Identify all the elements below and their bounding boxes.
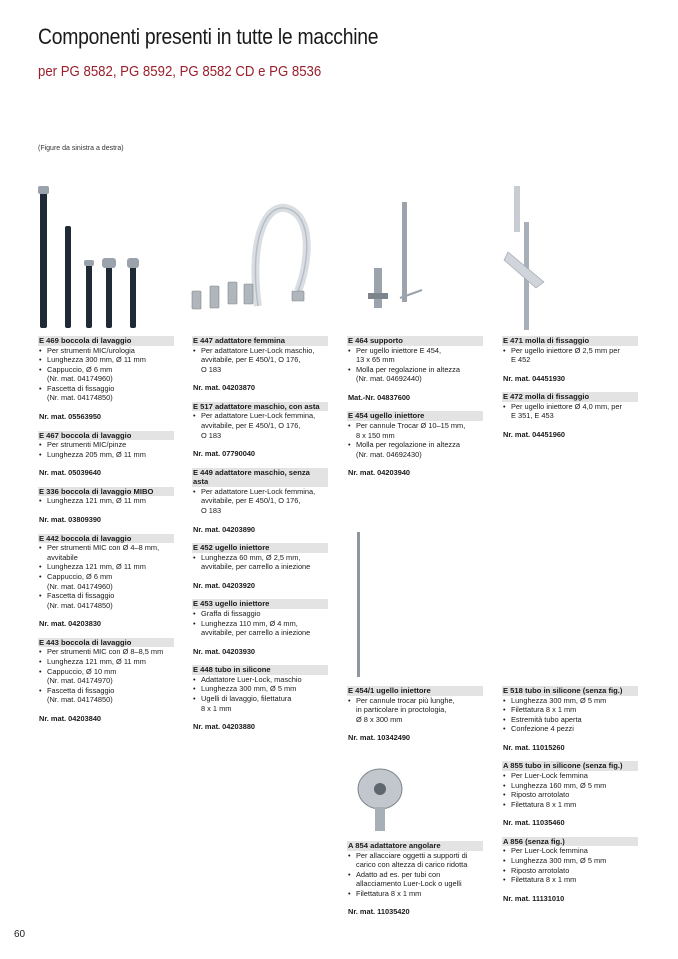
- feature-item: • Per cannule trocar più lunghe, in particolare in proctologia, Ø 8 x 300 mm: [347, 696, 483, 725]
- feature-item: • Lunghezza 300 mm, Ø 5 mm: [502, 696, 638, 706]
- product-entry: [38, 431, 174, 478]
- column-4-top: [502, 336, 638, 440]
- feature-item: • Fascetta di fissaggio (Nr. mat. 04174850): [38, 384, 174, 403]
- product-entry: [192, 468, 328, 534]
- material-number: Nr. mat. 11035420: [348, 907, 410, 917]
- feature-item: • Cappuccio, Ø 6 mm (Nr. mat. 04174960): [38, 365, 174, 384]
- product-entry: [347, 336, 483, 402]
- feature-item: • Per strumenti MIC con Ø 4–8 mm, avvitabile: [38, 543, 174, 562]
- material-number: Nr. mat. 04203870: [193, 383, 256, 393]
- feature-list: [192, 346, 328, 375]
- feature-list: [38, 346, 174, 404]
- product-title: A 855 tubo in silicone (senza fig.): [502, 761, 638, 771]
- feature-item: • Ugelli di lavaggio, filettatura 8 x 1 mm: [192, 694, 328, 713]
- feature-list: [502, 346, 638, 365]
- support-nozzle-illustration: [352, 198, 442, 318]
- column-3-middle: [347, 686, 483, 743]
- feature-item: • Per ugello iniettore Ø 2,5 mm per E 452: [502, 346, 638, 365]
- column-1: [38, 336, 174, 724]
- feature-list: [347, 421, 483, 459]
- feature-item: • Lunghezza 60 mm, Ø 2,5 mm, avvitabile, per carrello a iniezione: [192, 553, 328, 572]
- product-title: E 454/1 ugello iniettore: [347, 686, 483, 696]
- product-entry: [502, 392, 638, 439]
- feature-item: • Lunghezza 300 mm, Ø 11 mm: [38, 355, 174, 365]
- material-number: Nr. mat. 04203890: [193, 524, 256, 534]
- product-entry: [192, 336, 328, 393]
- feature-list: [192, 553, 328, 572]
- product-title: A 854 adattatore angolare: [347, 841, 483, 851]
- feature-list: [502, 402, 638, 421]
- feature-item: • Cappuccio, Ø 6 mm (Nr. mat. 04174960): [38, 572, 174, 591]
- material-number: Nr. mat. 04203880: [193, 722, 256, 732]
- product-title: E 454 ugello iniettore: [347, 411, 483, 421]
- feature-item: • Per adattatore Luer-Lock femmina, avvitabile, per E 450/1, O 176, O 183: [192, 487, 328, 516]
- feature-list: [38, 496, 174, 506]
- material-number: Nr. mat. 04203930: [193, 646, 256, 656]
- product-entry: [502, 761, 638, 827]
- column-4-bottom: [502, 686, 638, 903]
- product-title: E 336 boccola di lavaggio MIBO: [38, 487, 174, 497]
- material-number: Nr. mat. 11015260: [503, 742, 565, 752]
- product-entry: [38, 638, 174, 724]
- feature-item: • Lunghezza 110 mm, Ø 4 mm, avvitabile, per carrello a iniezione: [192, 619, 328, 638]
- feature-item: • Lunghezza 300 mm, Ø 5 mm: [192, 684, 328, 694]
- product-title: E 472 molla di fissaggio: [502, 392, 638, 402]
- adapters-tube-illustration: [188, 196, 328, 321]
- feature-item: • Molla per regolazione in altezza (Nr. mat. 04692430): [347, 440, 483, 459]
- angle-adapter-illustration: [350, 765, 410, 835]
- product-entry: [502, 686, 638, 752]
- feature-item: • Adattatore Luer-Lock, maschio: [192, 675, 328, 685]
- product-title: E 449 adattatore maschio, senza asta: [192, 468, 328, 487]
- column-3-top: [347, 336, 483, 478]
- product-entry: [38, 336, 174, 422]
- feature-item: • Riposto arrotolato: [502, 790, 638, 800]
- feature-item: • Per cannule Trocar Ø 10–15 mm, 8 x 150 mm: [347, 421, 483, 440]
- product-entry: [192, 543, 328, 590]
- product-entry: [502, 837, 638, 903]
- material-number: Nr. mat. 10342490: [348, 733, 411, 743]
- material-number: Nr. mat. 04203940: [348, 468, 411, 478]
- feature-item: • Per Luer-Lock femmina: [502, 771, 638, 781]
- feature-item: • Lunghezza 300 mm, Ø 5 mm: [502, 856, 638, 866]
- feature-item: • Per ugello iniettore Ø 4,0 mm, per E 351, E 453: [502, 402, 638, 421]
- feature-list: [38, 647, 174, 705]
- feature-list: [192, 487, 328, 516]
- product-entry: [347, 686, 483, 743]
- feature-item: • Filettatura 8 x 1 mm: [502, 705, 638, 715]
- product-entry: [347, 841, 483, 917]
- feature-item: • Per strumenti MIC con Ø 8–8,5 mm: [38, 647, 174, 657]
- product-title: E 464 supporto: [347, 336, 483, 346]
- feature-item: • Per adattatore Luer-Lock maschio, avvitabile, per E 450/1, O 176, O 183: [192, 346, 328, 375]
- material-number: Nr. mat. 11131010: [503, 893, 565, 903]
- material-number: Nr. mat. 04203840: [39, 713, 102, 723]
- feature-list: [502, 771, 638, 809]
- material-number: Nr. mat. 05039640: [39, 468, 102, 478]
- product-title: E 443 boccola di lavaggio: [38, 638, 174, 648]
- page-number: 60: [14, 929, 26, 940]
- product-entry: [192, 402, 328, 459]
- product-entry: [192, 665, 328, 731]
- feature-item: • Filettatura 8 x 1 mm: [502, 800, 638, 810]
- lavaggio-sleeves-illustration: [34, 182, 154, 332]
- feature-item: • Fascetta di fissaggio (Nr. mat. 04174850): [38, 591, 174, 610]
- figure-order-note: (Figure da sinistra a destra): [38, 145, 124, 152]
- feature-item: • Fascetta di fissaggio (Nr. mat. 04174850): [38, 686, 174, 705]
- product-title: E 442 boccola di lavaggio: [38, 534, 174, 544]
- product-entry: [38, 487, 174, 525]
- material-number: Nr. mat. 04203830: [39, 619, 102, 629]
- product-title: E 469 boccola di lavaggio: [38, 336, 174, 346]
- product-entry: [347, 411, 483, 477]
- feature-item: • Graffa di fissaggio: [192, 609, 328, 619]
- feature-list: [347, 851, 483, 899]
- product-title: E 471 molla di fissaggio: [502, 336, 638, 346]
- feature-item: • Lunghezza 121 mm, Ø 11 mm: [38, 562, 174, 572]
- product-title: E 517 adattatore maschio, con asta: [192, 402, 328, 412]
- page-subtitle: per PG 8582, PG 8592, PG 8582 CD e PG 8536: [38, 63, 322, 80]
- feature-list: [347, 346, 483, 384]
- feature-item: • Riposto arrotolato: [502, 866, 638, 876]
- feature-item: • Per strumenti MIC/pinze: [38, 440, 174, 450]
- feature-item: • Per adattatore Luer-Lock femmina, avvitabile, per E 450/1, O 176, O 183: [192, 411, 328, 440]
- column-3-bottom: [347, 841, 483, 917]
- product-title: E 452 ugello iniettore: [192, 543, 328, 553]
- feature-item: • Filettatura 8 x 1 mm: [347, 889, 483, 899]
- feature-item: • Lunghezza 205 mm, Ø 11 mm: [38, 450, 174, 460]
- material-number: Nr. mat. 07790040: [193, 449, 256, 459]
- feature-list: [192, 609, 328, 638]
- product-entry: [38, 534, 174, 629]
- feature-item: • Lunghezza 160 mm, Ø 5 mm: [502, 781, 638, 791]
- product-title: E 447 adattatore femmina: [192, 336, 328, 346]
- feature-item: • Per allacciare oggetti a supporti di carico con altezza di carico ridotta: [347, 851, 483, 870]
- feature-item: • Confezione 4 pezzi: [502, 724, 638, 734]
- feature-list: [192, 675, 328, 713]
- feature-item: • Estremità tubo aperta: [502, 715, 638, 725]
- feature-item: • Adatto ad es. per tubi con allacciamento Luer-Lock o ugelli: [347, 870, 483, 889]
- feature-item: • Lunghezza 121 mm, Ø 11 mm: [38, 496, 174, 506]
- material-number: Nr. mat. 04203920: [193, 580, 256, 590]
- column-2: [192, 336, 328, 732]
- product-title: E 518 tubo in silicone (senza fig.): [502, 686, 638, 696]
- feature-list: [192, 411, 328, 440]
- material-number: Nr. mat. 04451960: [503, 429, 566, 439]
- feature-item: • Cappuccio, Ø 10 mm (Nr. mat. 04174970): [38, 667, 174, 686]
- feature-item: • Per strumenti MIC/urologia: [38, 346, 174, 356]
- product-title: A 856 (senza fig.): [502, 837, 638, 847]
- product-title: E 467 boccola di lavaggio: [38, 431, 174, 441]
- material-number: Nr. mat. 05563950: [39, 412, 102, 422]
- clip-spring-illustration: [500, 182, 560, 332]
- feature-list: [347, 696, 483, 725]
- long-nozzle-illustration: [350, 530, 370, 680]
- material-number: Mat.-Nr. 04837600: [348, 392, 411, 402]
- product-entry: [192, 599, 328, 656]
- feature-list: [502, 846, 638, 884]
- feature-list: [38, 543, 174, 610]
- feature-item: • Filettatura 8 x 1 mm: [502, 875, 638, 885]
- material-number: Nr. mat. 03809390: [39, 515, 102, 525]
- material-number: Nr. mat. 11035460: [503, 818, 565, 828]
- product-entry: [502, 336, 638, 383]
- feature-item: • Per Luer-Lock femmina: [502, 846, 638, 856]
- feature-item: • Per ugello iniettore E 454, 13 x 65 mm: [347, 346, 483, 365]
- page-title: Componenti presenti in tutte le macchine: [38, 24, 379, 49]
- product-title: E 453 ugello iniettore: [192, 599, 328, 609]
- feature-item: • Molla per regolazione in altezza (Nr. mat. 04692440): [347, 365, 483, 384]
- feature-item: • Lunghezza 121 mm, Ø 11 mm: [38, 657, 174, 667]
- feature-list: [38, 440, 174, 459]
- product-title: E 448 tubo in silicone: [192, 665, 328, 675]
- feature-list: [502, 696, 638, 734]
- material-number: Nr. mat. 04451930: [503, 373, 566, 383]
